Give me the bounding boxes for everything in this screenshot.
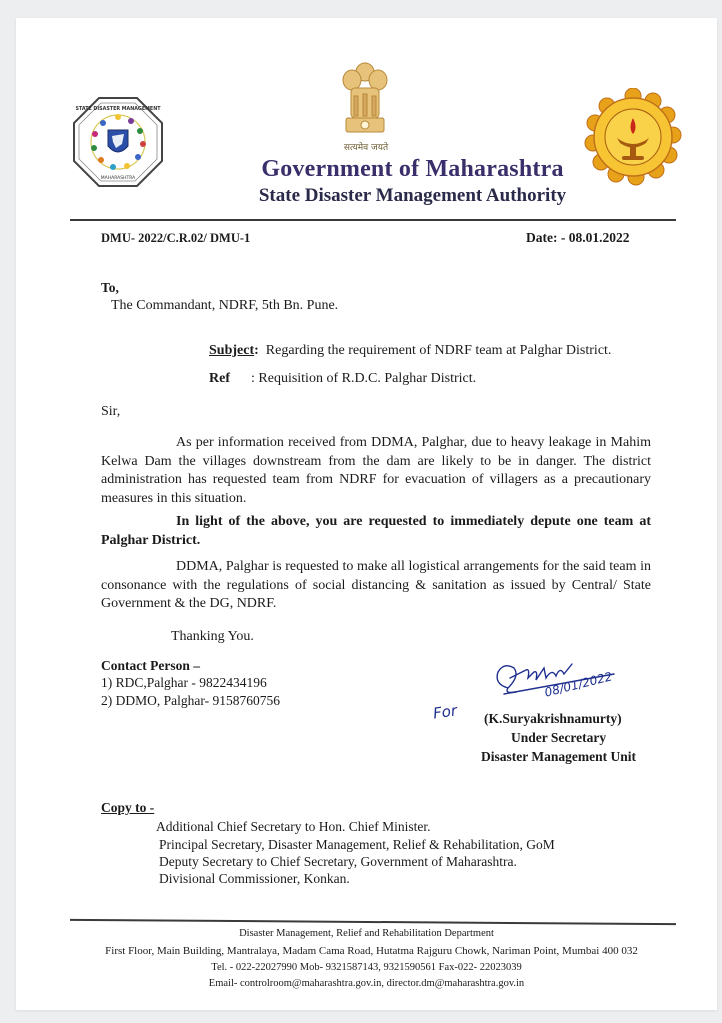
salutation: Sir,: [101, 404, 121, 419]
reference-number: DMU- 2022/C.R.02/ DMU-1: [101, 231, 251, 245]
recipient-address: The Commandant, NDRF, 5th Bn. Pune.: [111, 298, 339, 313]
contact-item: 1) RDC,Palghar - 9822434196: [101, 675, 267, 690]
handwritten-for: For: [431, 701, 459, 723]
letterhead-subtitle: State Disaster Management Authority: [258, 185, 567, 206]
contact-item: 2) DDMO, Palghar- 9158760756: [101, 693, 280, 708]
letterhead-title: Government of Maharashtra: [261, 156, 564, 182]
copy-to-item: Divisional Commissioner, Konkan.: [159, 871, 350, 886]
svg-text:08/01/2022: 08/01/2022: [543, 669, 614, 700]
subject-line: Subject: Regarding the requirement of NDRF team at Palghar District.: [209, 343, 612, 358]
signature-icon: [486, 658, 626, 708]
body-paragraph-2: [101, 513, 651, 550]
body-paragraph-1: [101, 434, 651, 508]
ref-text: : Requisition of R.D.C. Palghar District.: [251, 371, 477, 386]
footer-phones: Tel. - 022-22027990 Mob- 9321587143, 9321590561 Fax-022- 22023039: [211, 962, 522, 973]
ref-line: [209, 371, 476, 387]
copy-to-title: Copy to -: [101, 800, 155, 815]
body-paragraph-3: [101, 558, 651, 614]
svg-text:STATE DISASTER MANAGEMENT: STATE DISASTER MANAGEMENT: [75, 107, 161, 112]
emblem-motto: सत्यमेव जयते: [343, 143, 389, 153]
signatory-designation: Under Secretary: [511, 730, 607, 745]
signatory-unit: Disaster Management Unit: [481, 749, 636, 764]
ref-label: Ref: [209, 371, 230, 386]
svg-text:MAHARASHTRA: MAHARASHTRA: [100, 176, 136, 181]
subject-text: Regarding the requirement of NDRF team at Palghar District.: [265, 343, 612, 358]
footer-divider: [70, 919, 676, 925]
national-emblem-icon: [334, 58, 396, 148]
footer-emails: Email- controlroom@maharashtra.gov.in, director.dm@maharashtra.gov.in: [208, 978, 525, 989]
letter-date: Date: - 08.01.2022: [526, 230, 630, 245]
subject-label: Subject: [209, 343, 255, 358]
footer-address: First Floor, Main Building, Mantralaya, Madam Cama Road, Hutatma Rajguru Chowk, Nariman Point, Mumbai 400 032: [105, 945, 638, 957]
paragraph-1-text: As per information received from DDMA, Palghar, due to heavy leakage in Mahim Kelwa Dam the villages downstream from the dam are likely to be in danger. The district administration has requested team from NDRF for evacuation of villagers as a precautionary measures in this situation.: [101, 435, 651, 506]
contact-title: Contact Person –: [101, 658, 200, 673]
to-label: To,: [101, 280, 119, 295]
header-divider: [70, 219, 676, 221]
closing-text: Thanking You.: [171, 629, 254, 644]
paragraph-3-text: DDMA, Palghar is requested to make all logistical arrangements for the said team in consonance with the regulations of social distancing & sanitation as issued by Central/ State Government & the DG, NDRF.: [101, 559, 651, 611]
paragraph-2-text: In light of the above, you are requested to immediately depute one team at Palghar District.: [101, 514, 651, 548]
letter-page: [16, 18, 717, 1010]
copy-to-item: Principal Secretary, Disaster Management, Relief & Rehabilitation, GoM: [159, 837, 555, 852]
copy-to-item: Deputy Secretary to Chief Secretary, Government of Maharashtra.: [159, 854, 517, 869]
copy-to-item: Additional Chief Secretary to Hon. Chief Minister.: [156, 819, 431, 834]
footer-department: Disaster Management, Relief and Rehabilitation Department: [239, 928, 494, 939]
signatory-name: (K.Suryakrishnamurty): [484, 711, 622, 726]
